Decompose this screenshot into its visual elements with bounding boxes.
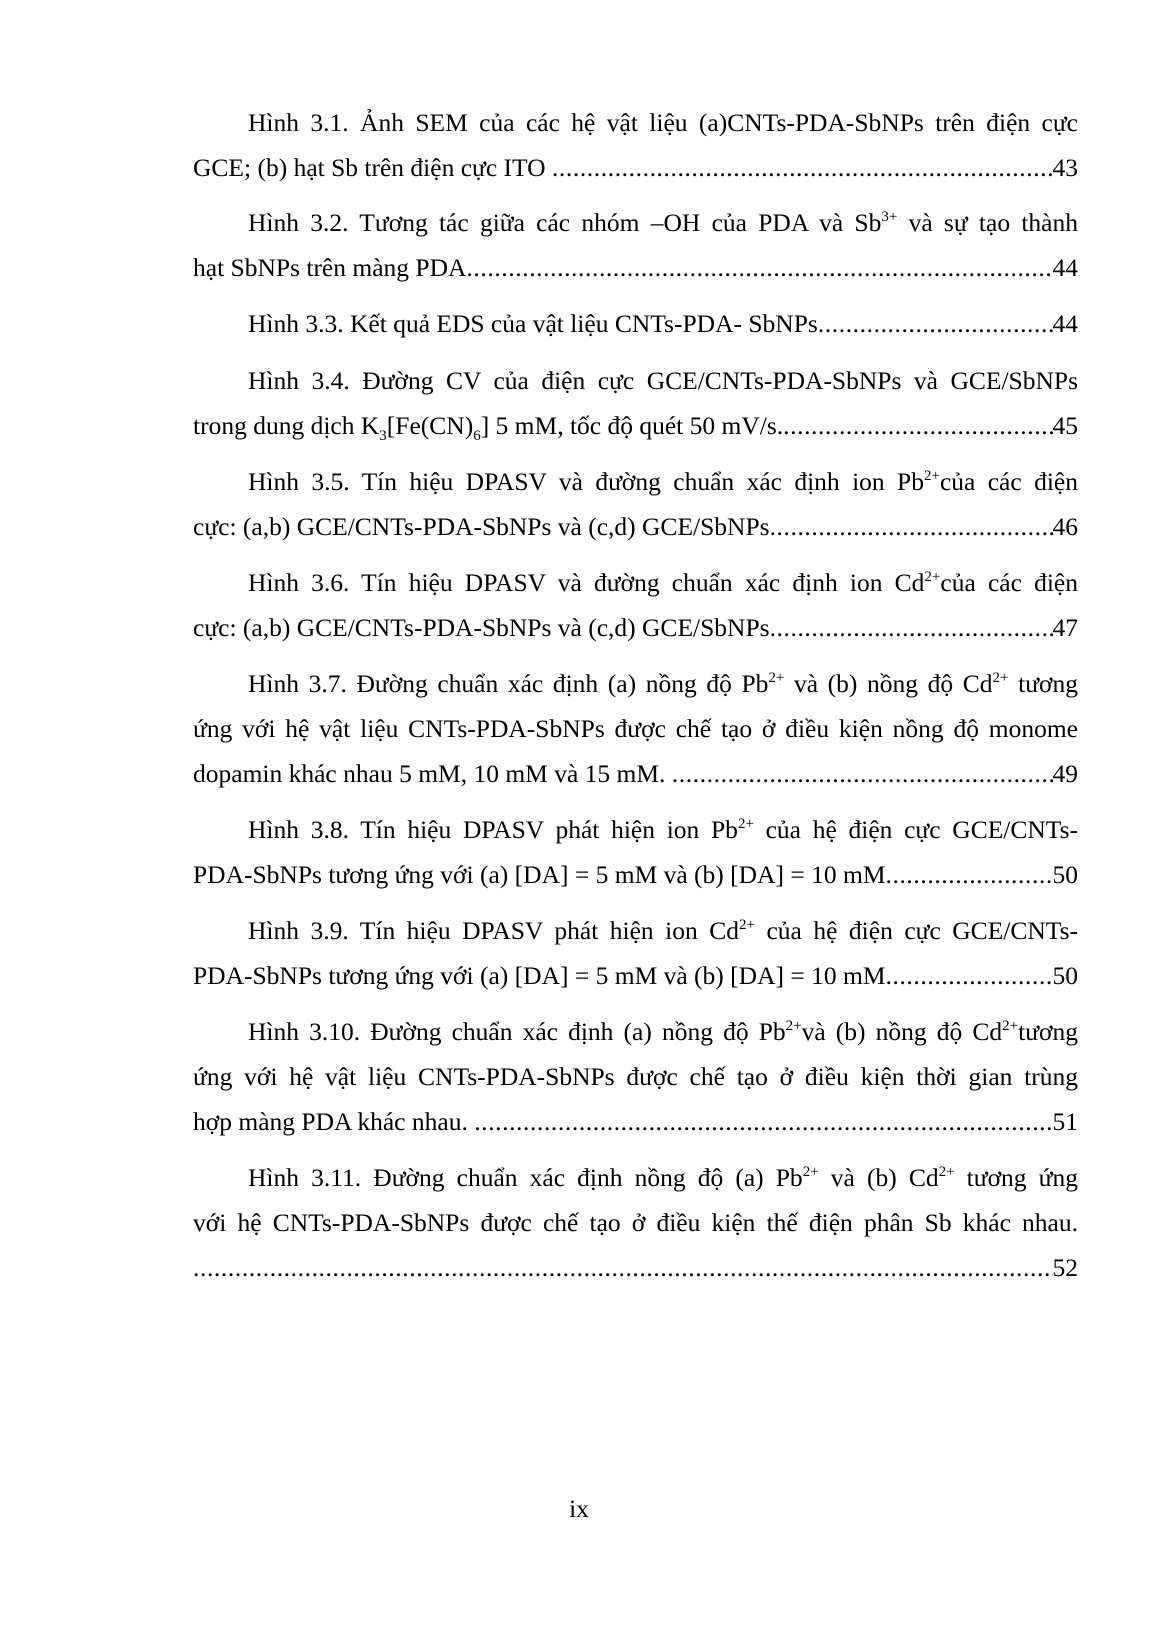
entry-text-part: Hình 3.6. Tín hiệu DPASV và đường chuẩn xác định ion Cd <box>248 568 925 597</box>
entry-text <box>248 206 1078 240</box>
page-reference: 44 <box>1052 309 1078 338</box>
entry-leader-line <box>248 307 1078 341</box>
entry-leader-line <box>193 611 1078 645</box>
subscript: 6 <box>473 428 481 443</box>
page-reference: 50 <box>1052 860 1078 889</box>
entry-leader-line <box>193 251 1078 285</box>
entry-text <box>248 1161 1078 1195</box>
superscript: 2+ <box>739 917 755 933</box>
dot-leader <box>770 611 1053 645</box>
page-reference: 50 <box>1052 961 1078 990</box>
entry-text-part: của các điện <box>940 568 1078 597</box>
entry-text <box>248 465 1078 499</box>
entry-text: cực: (a,b) GCE/CNTs-PDA-SbNPs và (c,d) GCE/SbNPs <box>193 512 770 541</box>
superscript: 2+ <box>938 1164 955 1180</box>
entry-text: hạt SbNPs trên màng PDA <box>193 253 467 282</box>
entry-text-part: Hình 3.5. Tín hiệu DPASV và đường chuẩn xác định ion Pb <box>248 467 924 496</box>
entry-text-part: [Fe(CN) <box>386 411 474 440</box>
entry-text: PDA-SbNPs tương ứng với (a) [DA] = 5 mM và (b) [DA] = 10 mM <box>193 860 886 889</box>
superscript: 2+ <box>924 569 941 585</box>
entry-text: Hình 3.4. Đường CV của điện cực GCE/CNTs-PDA-SbNPs và GCE/SbNPs <box>248 366 1078 395</box>
entry-text-part: ] 5 mM, tốc độ quét 50 mV/s. <box>480 411 784 440</box>
entry-text-part: Hình 3.8. Tín hiệu DPASV phát hiện ion Pb <box>248 815 738 844</box>
entry-text <box>248 1015 1078 1049</box>
entry-text-part: tương <box>1018 1017 1079 1046</box>
superscript: 2+ <box>785 1018 802 1034</box>
entry-text-part: của hệ điện cực GCE/CNTs- <box>753 815 1078 844</box>
entry-leader-line <box>193 858 1078 892</box>
page-reference: 52 <box>1052 1253 1078 1282</box>
entry-text: GCE; (b) hạt Sb trên điện cực ITO <box>193 153 552 182</box>
entry-text-part: trong dung dịch K <box>193 411 380 440</box>
entry-text-part: và sự tạo thành <box>897 208 1078 237</box>
entry-text: ứng với hệ vật liệu CNTs-PDA-SbNPs được chế tạo ở điều kiện thời gian trùng <box>193 1062 1078 1091</box>
dot-leader <box>818 307 1053 341</box>
superscript: 3+ <box>881 209 898 225</box>
superscript: 2+ <box>1002 1018 1019 1034</box>
entry-text-part: và (b) nồng độ Cd <box>801 1017 1003 1046</box>
subscript: 3 <box>379 428 387 443</box>
entry-leader-line <box>193 151 1078 185</box>
page-reference: 43 <box>1052 153 1078 182</box>
page-number: ix <box>569 1494 589 1523</box>
dot-leader <box>466 251 1052 285</box>
entry-text: cực: (a,b) GCE/CNTs-PDA-SbNPs và (c,d) GCE/SbNPs <box>193 613 770 642</box>
entry-text-part: của hệ điện cực GCE/CNTs- <box>754 916 1078 945</box>
entry-text-part: tương ứng <box>954 1163 1078 1192</box>
entry-text <box>248 667 1078 701</box>
dot-leader <box>886 858 1053 892</box>
entry-leader-line <box>193 1251 1078 1285</box>
entry-text-part: Hình 3.9. Tín hiệu DPASV phát hiện ion Cd <box>248 916 740 945</box>
entry-text-part: của các điện <box>939 467 1078 496</box>
entry-text <box>248 813 1078 847</box>
entry-text <box>248 914 1078 948</box>
page-reference: 49 <box>1052 759 1078 788</box>
superscript: 2+ <box>768 670 785 686</box>
page-reference: 44 <box>1052 253 1078 282</box>
entry-text-part: Hình 3.2. Tương tác giữa các nhóm –OH của PDA và Sb <box>248 208 882 237</box>
entry-text-part: và (b) nồng độ Cd <box>784 669 993 698</box>
entry-text-part: Hình 3.11. Đường chuẩn xác định nồng độ (a) Pb <box>248 1163 803 1192</box>
superscript: 2+ <box>923 468 940 484</box>
dot-leader <box>193 1251 1053 1285</box>
entry-text-part: tương <box>1008 669 1079 698</box>
entry-text: ứng với hệ vật liệu CNTs-PDA-SbNPs được chế tạo ở điều kiện nồng độ monome <box>193 714 1078 743</box>
entry-text <box>248 566 1078 600</box>
entry-text: Hình 3.1. Ảnh SEM của các hệ vật liệu (a)CNTs-PDA-SbNPs trên điện cực <box>248 108 1078 137</box>
entry-leader-line <box>193 959 1078 993</box>
page-reference: 45 <box>1052 411 1078 440</box>
entry-text: PDA-SbNPs tương ứng với (a) [DA] = 5 mM và (b) [DA] = 10 mM <box>193 961 886 990</box>
page-reference: 46 <box>1052 512 1078 541</box>
dot-leader <box>886 959 1053 993</box>
dot-leader <box>552 151 1053 185</box>
entry-text: Hình 3.3. Kết quả EDS của vật liệu CNTs-PDA- SbNPs <box>248 309 818 338</box>
entry-leader-line <box>193 1105 1078 1139</box>
page-reference: 47 <box>1052 613 1078 642</box>
superscript: 2+ <box>737 816 754 832</box>
entry-leader-line <box>193 510 1078 544</box>
entry-leader-line <box>193 409 1078 443</box>
page-reference: 51 <box>1052 1107 1078 1136</box>
dot-leader <box>672 757 1053 791</box>
entry-text: với hệ CNTs-PDA-SbNPs được chế tạo ở điều kiện thế điện phân Sb khác nhau. <box>193 1208 1078 1237</box>
entry-text-part: Hình 3.10. Đường chuẩn xác định (a) nồng độ Pb <box>248 1017 786 1046</box>
superscript: 2+ <box>992 670 1009 686</box>
dot-leader <box>770 510 1053 544</box>
entry-text <box>193 409 783 443</box>
dot-leader <box>783 409 1052 443</box>
superscript: 2+ <box>802 1164 819 1180</box>
entry-text: hợp màng PDA khác nhau. <box>193 1107 475 1136</box>
entry-text-part: Hình 3.7. Đường chuẩn xác định (a) nồng độ Pb <box>248 669 769 698</box>
dot-leader <box>474 1105 1052 1139</box>
entry-text: dopamin khác nhau 5 mM, 10 mM và 15 mM. <box>193 759 672 788</box>
entry-leader-line <box>193 757 1078 791</box>
entry-text-part: và (b) Cd <box>818 1163 939 1192</box>
